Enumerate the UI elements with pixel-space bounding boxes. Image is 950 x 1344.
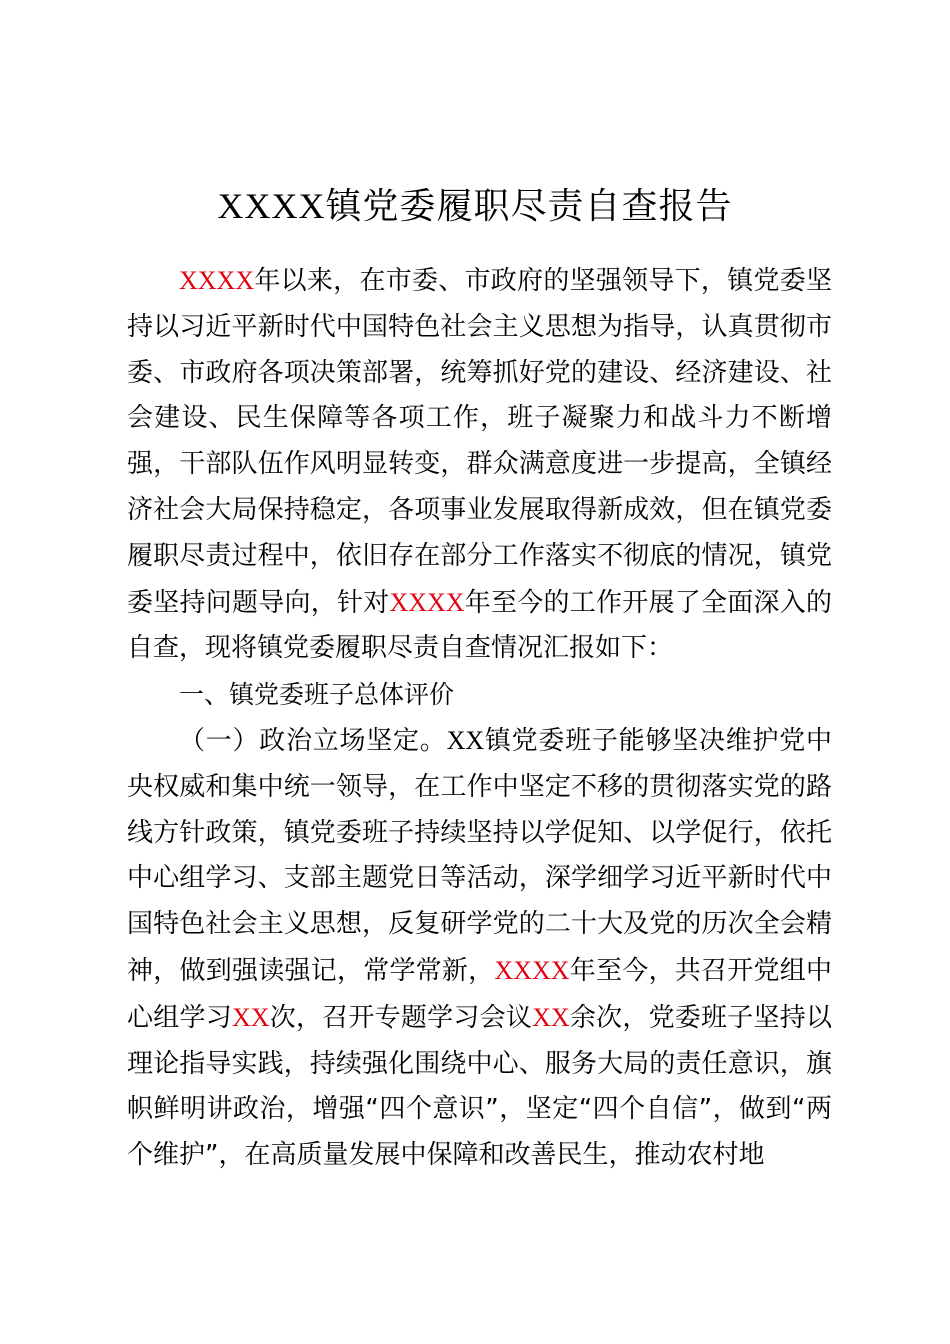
intro-text: 年以来，在市委、市政府的坚强领导下，镇党委坚持以习近平新时代中国特色社会主义思想为指导，认真贯彻市委、市政府各项决策部署，统筹抓好党的建设、经济建设、社会建设、民生保障等各项工作，班子凝聚力和战斗力不断增强，干部队伍作风明显转变，群众满意度进一步提高，全镇经济社会大局保持稳定，各项事业发展取得新成效，但在镇党委履职尽责过程中，依旧存在部分工作落实不彻底的情况，镇党委坚持问题导向，针对 bbox=[127, 266, 832, 618]
year-placeholder: XXXX bbox=[494, 955, 570, 985]
intro-text: 年至今的工作开展了全面深入的自查，现将镇党委履职尽责自查情况汇报如下： bbox=[127, 587, 832, 664]
count-placeholder: XX bbox=[231, 1002, 270, 1032]
document-title bbox=[0, 178, 950, 235]
town-placeholder: XX bbox=[446, 725, 485, 755]
intro-paragraph bbox=[127, 258, 832, 672]
document-body bbox=[127, 258, 832, 1179]
subsection-text: 年至今，共召开党组中心组学习 bbox=[127, 955, 832, 1033]
subsection-text: 镇党委班子能够坚决维护党中央权威和集中统一领导，在工作中坚定不移的贯彻落实党的路线方针政策，镇党委班子持续坚持以学促知、以学促行，依托中心组学习、支部主题党日等活动，深学细学习近平新时代中国特色社会主义思想，反复研学党的二十大及党的历次全会精神，做到强读强记，常学常新， bbox=[127, 725, 832, 986]
subsection-heading: （一）政治立场坚定。 bbox=[179, 725, 447, 756]
section-heading: 一、镇党委班子总体评价 bbox=[179, 680, 455, 710]
subsection-text: 余次，党委班子坚持以理论指导实践，持续强化围绕中心、服务大局的责任意识，旗帜鲜明讲政治，增强“四个意识”，坚定“四个自信”，做到“两个维护”，在高质量发展中保障和改善民生，推动农村地 bbox=[127, 1002, 832, 1171]
count-placeholder: XX bbox=[532, 1002, 570, 1032]
subsection-text: 次，召开专题学习会议 bbox=[269, 1002, 533, 1033]
title-text: 镇党委履职尽责自查报告 bbox=[325, 186, 733, 227]
year-placeholder: XXXX bbox=[389, 587, 465, 617]
subsection-paragraph bbox=[127, 718, 832, 1179]
year-placeholder: XXXX bbox=[179, 266, 255, 295]
title-prefix: XXXX bbox=[217, 186, 326, 226]
